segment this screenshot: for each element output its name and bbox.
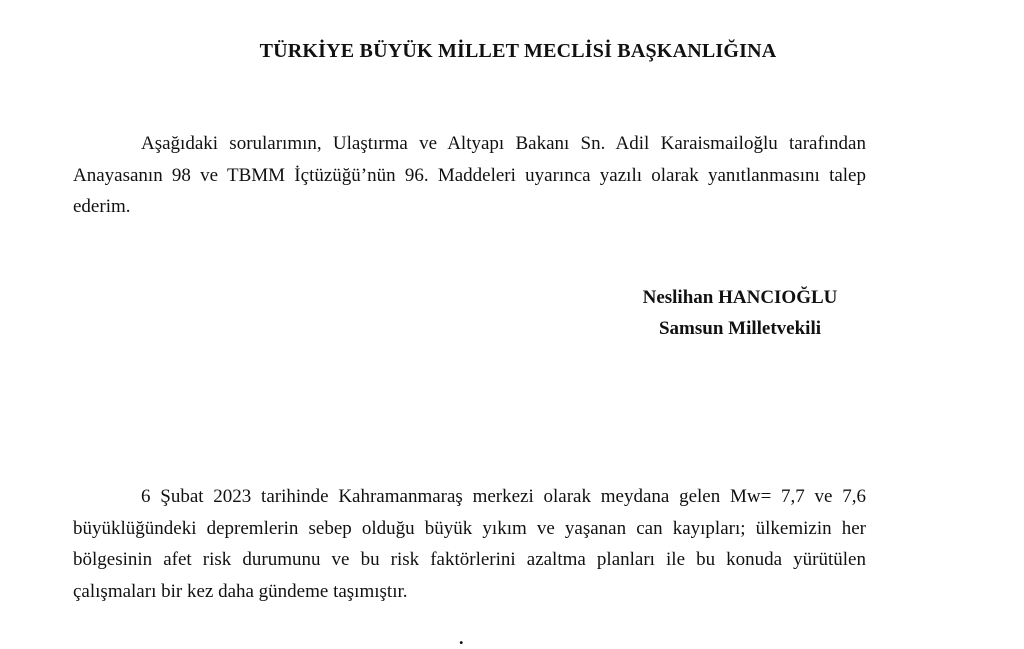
intro-paragraph: Aşağıdaki sorularımın, Ulaştırma ve Altyapı Bakanı Sn. Adil Karaismailoğlu tarafından Anayasanın 98 ve TBMM İçtüzüğü’nün 96. Maddeleri uyarınca yazılı olarak yanıtlanmasını talep ederim. (73, 133, 866, 217)
document-heading: TÜRKİYE BÜYÜK MİLLET MECLİSİ BAŞKANLIĞINA (259, 40, 777, 62)
signature-block (600, 282, 880, 344)
body-paragraph: 6 Şubat 2023 tarihinde Kahramanmaraş merkezi olarak meydana gelen Mw= 7,7 ve 7,6 büyüklüğündeki depremlerin sebep olduğu büyük yıkım ve yaşanan can kayıpları; ülkemizin her bölgesinin afet risk durumunu ve bu risk faktörlerini azaltma planları ile bu konuda yürütülen çalışmaları bir kez daha gündeme taşımıştır. (73, 486, 866, 602)
signatory-name: Neslihan HANCIOĞLU (642, 287, 838, 308)
trailing-mark: . (459, 628, 464, 648)
signatory-title: Samsun Milletvekili (658, 318, 822, 339)
